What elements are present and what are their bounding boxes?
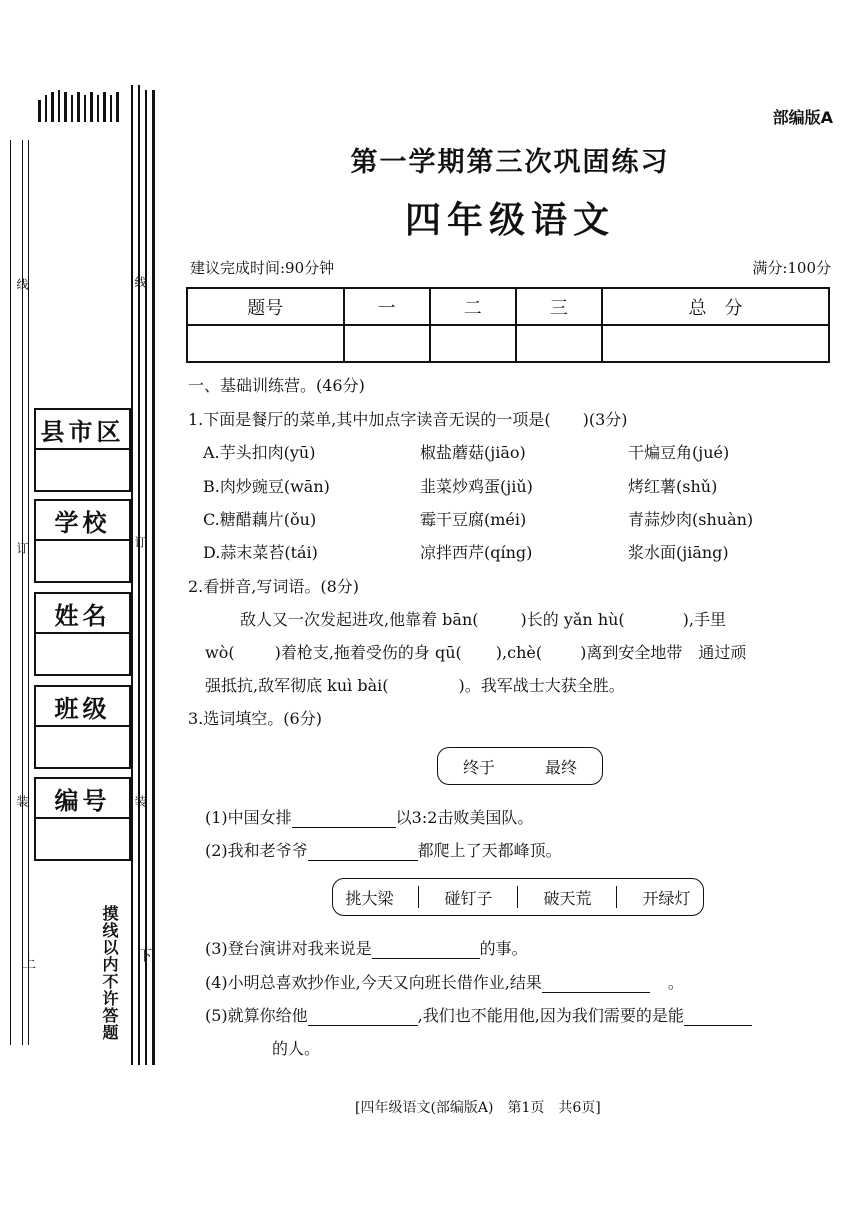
question-3-title: 3.选词填空。(6分) [188, 709, 322, 728]
option-d-3[interactable]: 浆水面(jiāng) [628, 543, 729, 562]
answer-blank[interactable] [308, 842, 418, 861]
county-input[interactable] [36, 450, 129, 490]
q2-line-1-b: )长的 yǎn hù( [520, 610, 625, 629]
ding-mark-left: 订 [15, 542, 29, 554]
edition-label: 部编版A [772, 108, 833, 127]
q3-sentence-2 [205, 838, 562, 861]
score-header-cell: 一 [344, 288, 430, 325]
name-field[interactable] [34, 592, 131, 676]
exam-subtitle: 第一学期第三次巩固练习 [350, 147, 670, 178]
word-choice: 开绿灯 [642, 888, 691, 908]
score-table-header-row [187, 288, 829, 325]
option-c-2[interactable]: 霉干豆腐(méi) [420, 510, 527, 529]
class-input[interactable] [36, 727, 129, 767]
word-choice-box-2 [332, 878, 704, 916]
zhuang-mark-left: 装 [15, 795, 29, 807]
page-footer: [四年级语文(部编版A) 第1页 共6页] [355, 1100, 601, 1116]
q2-line-2-d: )离到安全地带 通过顽 [580, 643, 747, 662]
option-d-2[interactable]: 凉拌西芹(qíng) [420, 543, 533, 562]
option-b-2[interactable]: 韭菜炒鸡蛋(jiǔ) [420, 477, 533, 496]
county-field[interactable] [34, 408, 131, 492]
q3-s2-b: 都爬上了天都峰顶。 [417, 841, 562, 860]
score-cell-label [187, 325, 344, 362]
q2-line-2-b: )着枪支,拖着受伤的身 qū( [274, 643, 462, 662]
word-choice: 破天荒 [543, 888, 592, 908]
score-header-cell: 总 分 [602, 288, 829, 325]
q3-s3-b: 的事。 [479, 939, 528, 958]
q3-s4-a: (4)小明总喜欢抄作业,今天又向班长借作业,结果 [205, 973, 542, 992]
score-cell[interactable] [516, 325, 602, 362]
answer-blank[interactable] [684, 1007, 752, 1026]
q3-s1-a: (1)中国女排 [205, 808, 292, 827]
q3-s3-a: (3)登台演讲对我来说是 [205, 939, 372, 958]
line-mark-left: 线 [15, 278, 29, 290]
option-c-1[interactable]: C.糖醋藕片(ǒu) [203, 510, 317, 529]
zhuang-mark-right: 装 [133, 795, 147, 807]
q3-s4-b: 。 [667, 973, 684, 992]
option-c-3[interactable]: 青蒜炒肉(shuàn) [628, 510, 754, 529]
word-choice: 最终 [544, 757, 577, 777]
q3-sentence-5 [205, 1003, 752, 1026]
q2-line-3 [205, 673, 625, 696]
q3-sentence-5-end: 的人。 [272, 1039, 321, 1058]
question-2-title: 2.看拼音,写词语。(8分) [188, 577, 360, 596]
score-header-cell: 三 [516, 288, 602, 325]
word-choice-box-1 [437, 747, 603, 785]
no-answer-warning: 摸线以内不许答题 [100, 905, 119, 1041]
q2-line-1-c: ),手里 [682, 610, 727, 629]
number-label: 编号 [36, 779, 129, 819]
number-field[interactable] [34, 777, 131, 861]
q3-sentence-4 [205, 970, 684, 993]
score-cell-total[interactable] [602, 325, 829, 362]
line-mark-right: 线 [133, 276, 147, 288]
answer-blank[interactable] [292, 809, 396, 828]
word-choice: 碰钉子 [444, 888, 493, 908]
county-label: 县市区 [36, 410, 129, 450]
q2-line-2-c: ),chè( [495, 643, 543, 662]
school-field[interactable] [34, 499, 131, 583]
shang-mark: 上 [20, 955, 36, 969]
score-header-cell: 二 [430, 288, 516, 325]
q3-sentence-1 [205, 805, 533, 828]
name-label: 姓名 [36, 594, 129, 634]
word-choice: 终于 [462, 757, 495, 777]
option-a-1[interactable]: A.芋头扣肉(yū) [203, 443, 316, 462]
school-label: 学校 [36, 501, 129, 541]
q3-s2-a: (2)我和老爷爷 [205, 841, 308, 860]
answer-blank[interactable] [542, 974, 650, 993]
school-input[interactable] [36, 541, 129, 581]
answer-blank[interactable] [308, 1007, 418, 1026]
number-input[interactable] [36, 819, 129, 859]
score-cell[interactable] [344, 325, 430, 362]
q2-line-3-a: 强抵抗,敌军彻底 kuì bài( [205, 676, 389, 695]
score-table-value-row [187, 325, 829, 362]
question-1: 1.下面是餐厅的菜单,其中加点字读音无误的一项是( )(3分) [188, 410, 628, 429]
exam-title: 四年级语文 [404, 200, 615, 241]
q2-line-2-a: wò( [205, 643, 235, 662]
suggested-time: 建议完成时间:90分钟 [190, 259, 335, 277]
option-a-2[interactable]: 椒盐蘑菇(jiāo) [420, 443, 526, 462]
word-choice: 挑大梁 [345, 888, 394, 908]
option-b-3[interactable]: 烤红薯(shǔ) [628, 477, 718, 496]
option-a-3[interactable]: 干煸豆角(jué) [628, 443, 730, 462]
score-table [186, 287, 830, 363]
q3-s1-b: 以3:2击败美国队。 [395, 808, 534, 827]
score-cell[interactable] [430, 325, 516, 362]
q2-line-1 [240, 607, 726, 630]
class-field[interactable] [34, 685, 131, 769]
score-header-cell: 题号 [187, 288, 344, 325]
q2-line-3-b: )。我军战士大获全胜。 [458, 676, 625, 695]
q2-line-2 [205, 640, 746, 663]
q2-line-1-a: 敌人又一次发起进攻,他靠着 bān( [240, 610, 479, 629]
option-d-1[interactable]: D.蒜末菜苔(tái) [203, 543, 318, 562]
full-score: 满分:100分 [752, 259, 831, 277]
answer-blank[interactable] [372, 940, 480, 959]
class-label: 班级 [36, 687, 129, 727]
q3-sentence-3 [205, 936, 528, 959]
name-input[interactable] [36, 634, 129, 674]
q3-s5-b: ,我们也不能用他,因为我们需要的是能 [417, 1006, 684, 1025]
section-1-title: 一、基础训练营。(46分) [188, 376, 365, 395]
ding-mark-right: 订 [133, 536, 147, 548]
xia-mark: 下 [136, 948, 152, 962]
option-b-1[interactable]: B.肉炒豌豆(wān) [203, 477, 330, 496]
q3-s5-a: (5)就算你给他 [205, 1006, 308, 1025]
